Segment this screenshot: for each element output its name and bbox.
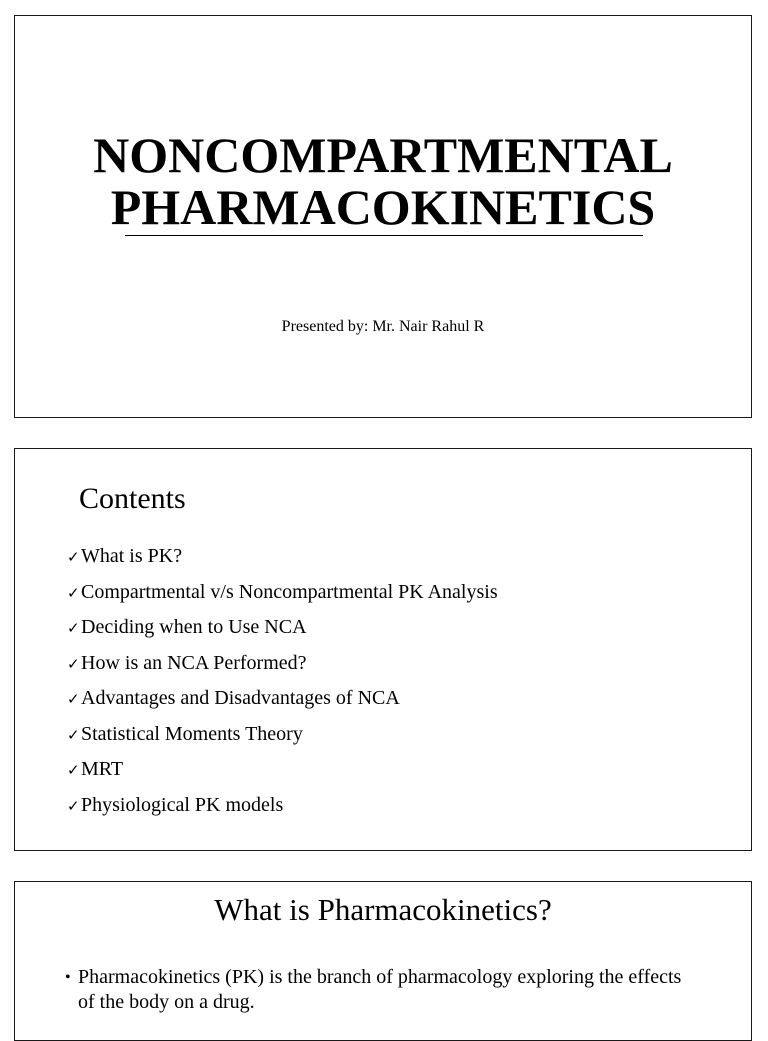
presenter-credit: Presented by: Mr. Nair Rahul R — [281, 318, 485, 335]
list-item-label: How is an NCA Performed? — [81, 651, 307, 674]
slide-title-line-1: NONCOMPARTMENTAL — [93, 127, 673, 183]
title-slide — [14, 15, 752, 418]
bullet-point — [65, 965, 695, 1015]
list-item — [67, 721, 498, 757]
list-item — [67, 579, 498, 615]
list-item-label: Advantages and Disadvantages of NCA — [81, 687, 400, 709]
list-item — [67, 685, 498, 721]
list-item — [67, 792, 498, 828]
list-item-label: Physiological PK models — [81, 793, 284, 816]
bullet-icon: • — [65, 969, 71, 986]
list-item — [67, 756, 498, 792]
list-item — [67, 650, 498, 686]
check-icon: ✓ — [67, 654, 80, 673]
list-item-label: Statistical Moments Theory — [81, 722, 303, 745]
pk-definition-slide — [14, 881, 752, 1041]
check-icon: ✓ — [67, 690, 80, 708]
check-icon: ✓ — [67, 583, 80, 602]
bullet-text: Pharmacokinetics (PK) is the branch of pharmacology exploring the effects of the body on a drug. — [78, 966, 682, 1013]
list-item-label: Deciding when to Use NCA — [81, 616, 307, 638]
slide-title-line-2: PHARMACOKINETICS — [110, 179, 656, 235]
title-underline-divider — [125, 235, 643, 236]
slide-heading: What is Pharmacokinetics? — [214, 892, 552, 927]
contents-heading: Contents — [79, 482, 186, 515]
contents-list — [67, 543, 498, 827]
check-icon: ✓ — [67, 796, 80, 815]
slide-title — [15, 129, 751, 233]
check-icon: ✓ — [67, 548, 80, 566]
list-item-label: What is PK? — [81, 545, 183, 567]
contents-slide — [14, 448, 752, 851]
list-item-label: Compartmental v/s Noncompartmental PK Analysis — [81, 580, 498, 603]
check-icon: ✓ — [67, 725, 80, 744]
list-item — [67, 543, 498, 579]
list-item — [67, 614, 498, 650]
check-icon: ✓ — [67, 619, 80, 637]
check-icon: ✓ — [67, 761, 80, 779]
list-item-label: MRT — [81, 758, 124, 780]
